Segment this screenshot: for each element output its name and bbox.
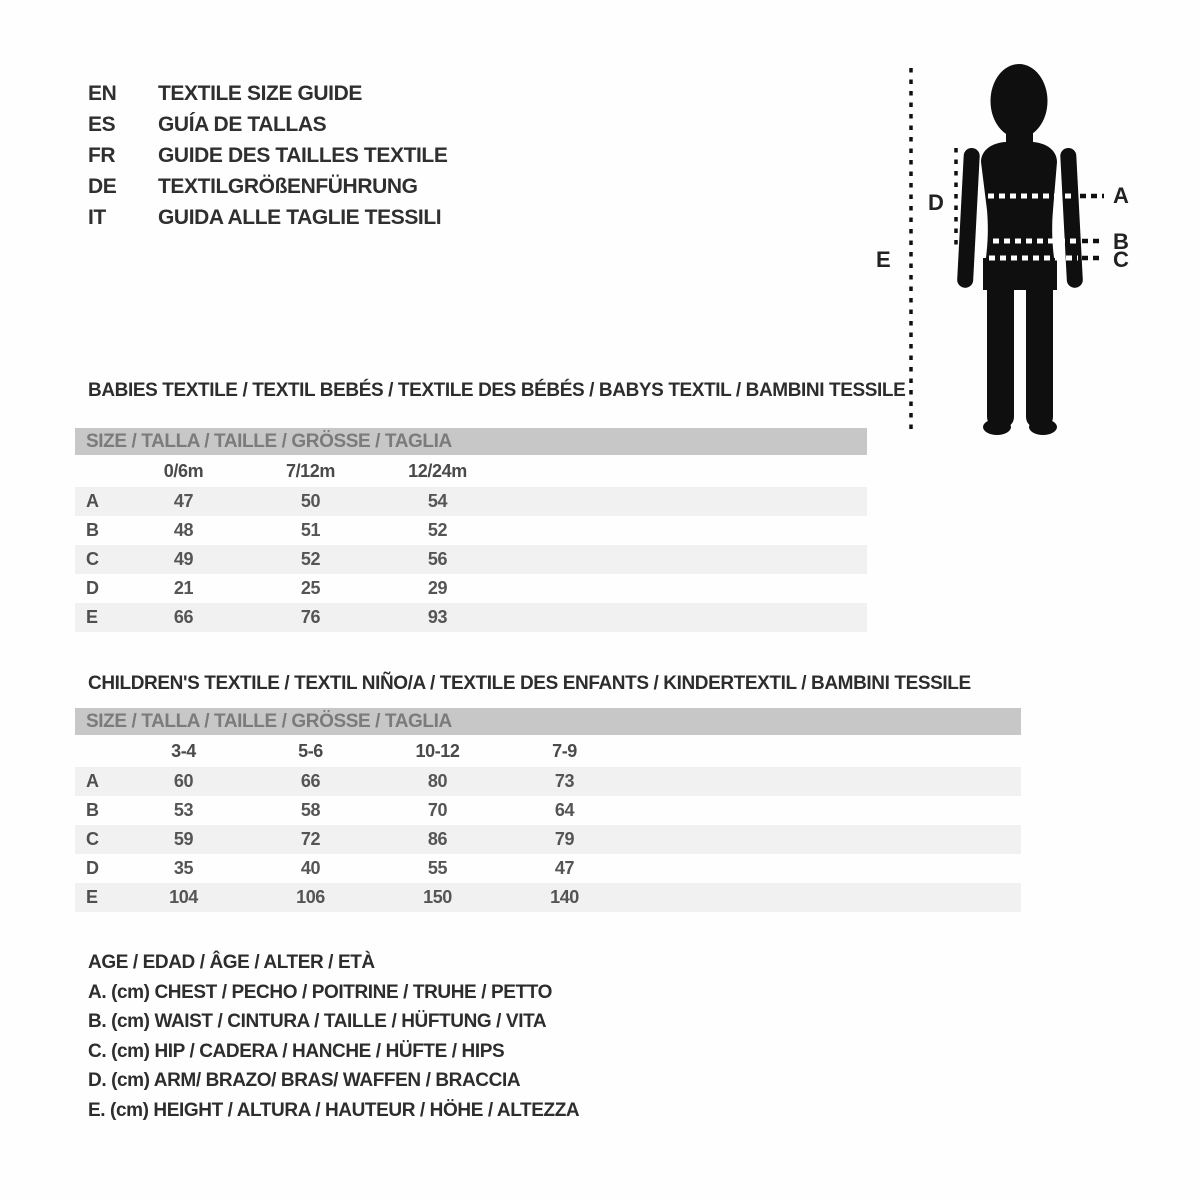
table-row xyxy=(75,767,1021,796)
row-value: 66 xyxy=(300,771,321,791)
table-row xyxy=(75,574,867,603)
row-label: A xyxy=(86,771,99,791)
figure-label-c: C xyxy=(1113,247,1129,272)
language-list xyxy=(88,78,447,233)
row-value: 73 xyxy=(554,771,575,791)
table-row xyxy=(75,854,1021,883)
row-value: 52 xyxy=(300,549,321,569)
row-label: A xyxy=(86,491,99,511)
row-value: 66 xyxy=(173,607,194,627)
language-title: GUIDA ALLE TAGLIE TESSILI xyxy=(158,206,442,229)
row-value: 93 xyxy=(427,607,448,627)
table-header-row xyxy=(75,735,1021,767)
table-row xyxy=(75,603,867,632)
column-header: 7/12m xyxy=(285,460,336,481)
row-value: 52 xyxy=(427,520,448,540)
row-value: 70 xyxy=(427,800,448,820)
row-value: 79 xyxy=(554,829,575,849)
language-row-en xyxy=(88,78,447,109)
language-row-fr xyxy=(88,140,447,171)
figure-label-b: B xyxy=(1113,229,1129,254)
row-value: 56 xyxy=(427,549,448,569)
row-value: 60 xyxy=(173,771,194,791)
language-code: DE xyxy=(88,175,117,198)
language-code: IT xyxy=(88,206,106,229)
table-row xyxy=(75,883,1021,912)
column-header: 7-9 xyxy=(552,740,577,761)
size-header-bar: SIZE / TALLA / TAILLE / GRÖSSE / TAGLIA xyxy=(75,708,1021,735)
row-value: 47 xyxy=(554,858,575,878)
column-header: 5-6 xyxy=(298,740,323,761)
row-value: 106 xyxy=(296,887,325,907)
table-row xyxy=(75,487,867,516)
legend-hip: C. (cm) HIP / CADERA / HANCHE / HÜFTE / HIPS xyxy=(88,1040,505,1062)
table-header-row xyxy=(75,455,867,487)
row-label: C xyxy=(86,549,99,569)
row-value: 47 xyxy=(173,491,194,511)
language-code: ES xyxy=(88,113,116,136)
child-silhouette-icon xyxy=(957,64,1083,435)
language-title: GUIDE DES TAILLES TEXTILE xyxy=(158,144,448,167)
size-header-bar: SIZE / TALLA / TAILLE / GRÖSSE / TAGLIA xyxy=(75,428,867,455)
row-value: 29 xyxy=(427,578,448,598)
row-value: 48 xyxy=(173,520,194,540)
legend-age: AGE / EDAD / ÂGE / ALTER / ETÀ xyxy=(88,952,375,973)
row-value: 86 xyxy=(427,829,448,849)
legend-chest: A. (cm) CHEST / PECHO / POITRINE / TRUHE / PETTO xyxy=(88,981,552,1003)
language-title: GUÍA DE TALLAS xyxy=(158,113,327,136)
row-value: 49 xyxy=(173,549,194,569)
row-label: B xyxy=(86,520,99,540)
language-row-it xyxy=(88,202,447,233)
row-label: D xyxy=(86,858,99,878)
column-header: 0/6m xyxy=(163,460,204,481)
row-value: 58 xyxy=(300,800,321,820)
table-row xyxy=(75,545,867,574)
row-label: D xyxy=(86,578,99,598)
language-title: TEXTILE SIZE GUIDE xyxy=(158,82,362,105)
row-value: 25 xyxy=(300,578,321,598)
column-header: 3-4 xyxy=(171,740,196,761)
legend-waist: B. (cm) WAIST / CINTURA / TAILLE / HÜFTUNG / VITA xyxy=(88,1011,547,1033)
table-row xyxy=(75,796,1021,825)
figure-label-e: E xyxy=(876,247,891,272)
language-code: FR xyxy=(88,144,116,167)
row-label: C xyxy=(86,829,99,849)
babies-section-title: BABIES TEXTILE / TEXTIL BEBÉS / TEXTILE DES BÉBÉS / BABYS TEXTIL / BAMBINI TESSILE xyxy=(88,380,906,401)
row-label: E xyxy=(86,887,98,907)
legend-arm: D. (cm) ARM/ BRAZO/ BRAS/ WAFFEN / BRACCIA xyxy=(88,1070,521,1092)
row-value: 55 xyxy=(427,858,448,878)
language-code: EN xyxy=(88,82,117,105)
row-value: 72 xyxy=(300,829,321,849)
row-value: 64 xyxy=(554,800,575,820)
language-row-de xyxy=(88,171,447,202)
children-section-title: CHILDREN'S TEXTILE / TEXTIL NIÑO/A / TEXTILE DES ENFANTS / KINDERTEXTIL / BAMBINI TESSILE xyxy=(88,673,971,694)
row-value: 40 xyxy=(300,858,321,878)
row-value: 53 xyxy=(173,800,194,820)
row-value: 54 xyxy=(427,491,448,511)
row-label: E xyxy=(86,607,98,627)
language-title: TEXTILGRÖßENFÜHRUNG xyxy=(158,175,418,198)
column-header: 10-12 xyxy=(415,740,460,761)
row-value: 59 xyxy=(173,829,194,849)
row-value: 80 xyxy=(427,771,448,791)
column-header: 12/24m xyxy=(408,460,467,481)
table-row xyxy=(75,825,1021,854)
figure-label-a: A xyxy=(1113,183,1129,208)
row-value: 140 xyxy=(550,887,579,907)
row-value: 21 xyxy=(173,578,194,598)
table-row xyxy=(75,516,867,545)
row-value: 104 xyxy=(169,887,198,907)
measurement-legend xyxy=(88,948,579,1126)
figure-label-d: D xyxy=(928,190,944,215)
row-value: 150 xyxy=(423,887,452,907)
babies-size-table xyxy=(75,428,867,632)
row-value: 35 xyxy=(173,858,194,878)
language-row-es xyxy=(88,109,447,140)
legend-height: E. (cm) HEIGHT / ALTURA / HAUTEUR / HÖHE / ALTEZZA xyxy=(88,1099,580,1121)
row-value: 51 xyxy=(300,520,321,540)
row-label: B xyxy=(86,800,99,820)
children-size-table xyxy=(75,708,1021,912)
row-value: 76 xyxy=(300,607,321,627)
row-value: 50 xyxy=(300,491,321,511)
